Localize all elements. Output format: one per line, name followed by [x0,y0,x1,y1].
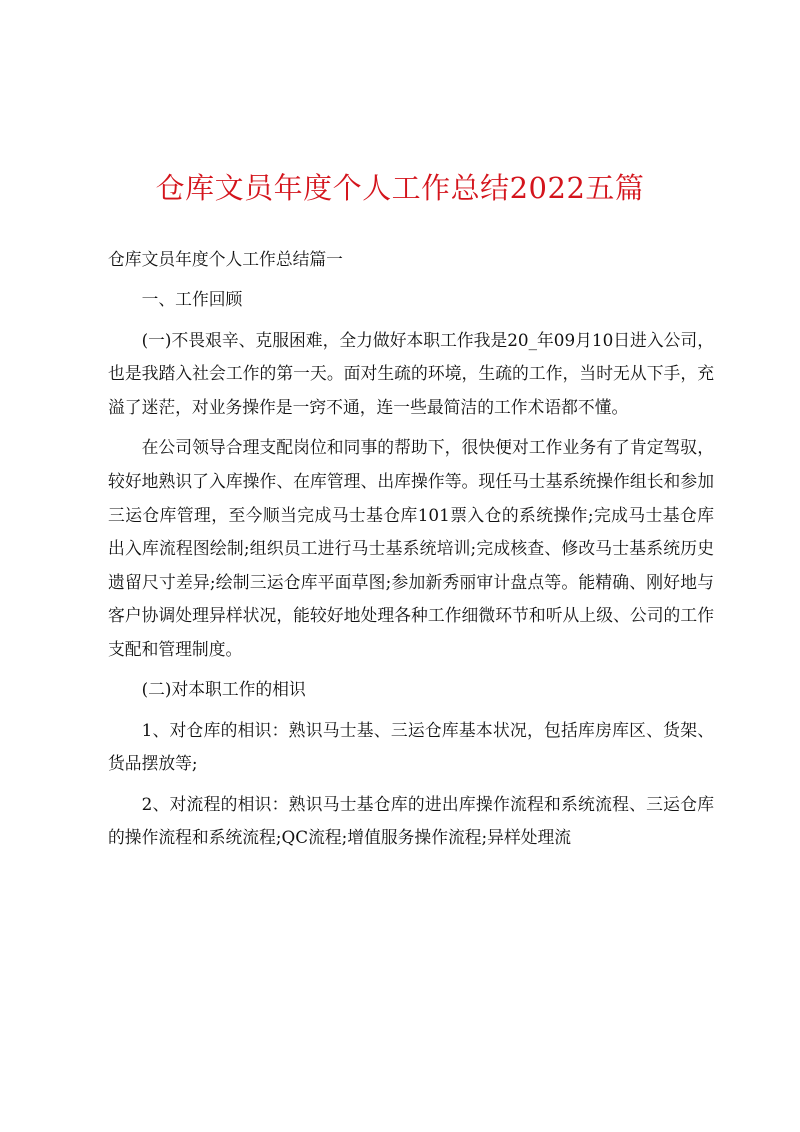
paragraph-achievements: 在公司领导合理支配岗位和同事的帮助下，很快便对工作业务有了肯定驾驭，较好地熟识了入库操作、在库管理、出库操作等。现任马士基系统操作组长和参加三运仓库管理，至今顺当完成马士基仓库101票入仓的系统操作;完成马士基仓库出入库流程图绘制;组织员工进行马士基系统培训;完成核查、修改马士基系统历史遗留尺寸差异;绘制三运仓库平面草图;参加新秀丽审计盘点等。能精确、刚好地与客户协调处理异样状况，能较好地处理各种工作细微环节和听从上级、公司的工作支配和管理制度。 [108,437,714,659]
paragraph-warehouse: 1、对仓库的相识：熟识马士基、三运仓库基本状况，包括库房库区、货架、货品摆放等; [108,719,714,774]
subsection-heading: 一、工作回顾 [141,289,243,310]
document-body [108,243,714,862]
document-title: 仓库文员年度个人工作总结2022五篇 [155,171,645,205]
subsection-heading-understanding: (二)对本职工作的相识 [141,679,306,700]
paragraph-process: 2、对流程的相识：熟识马士基仓库的进出库操作流程和系统流程、三运仓库的操作流程和系统流程;QC流程;增值服务操作流程;异样处理流 [108,793,714,848]
section-heading: 仓库文员年度个人工作总结篇一 [108,249,343,269]
paragraph-intro: (一)不畏艰辛、克服困难，全力做好本职工作我是20_年09月10日进入公司，也是我踏入社会工作的第一天。面对生疏的环境，生疏的工作，当时无从下手，充溢了迷茫，对业务操作是一窍不通，连一些最简洁的工作术语都不懂。 [108,329,714,417]
